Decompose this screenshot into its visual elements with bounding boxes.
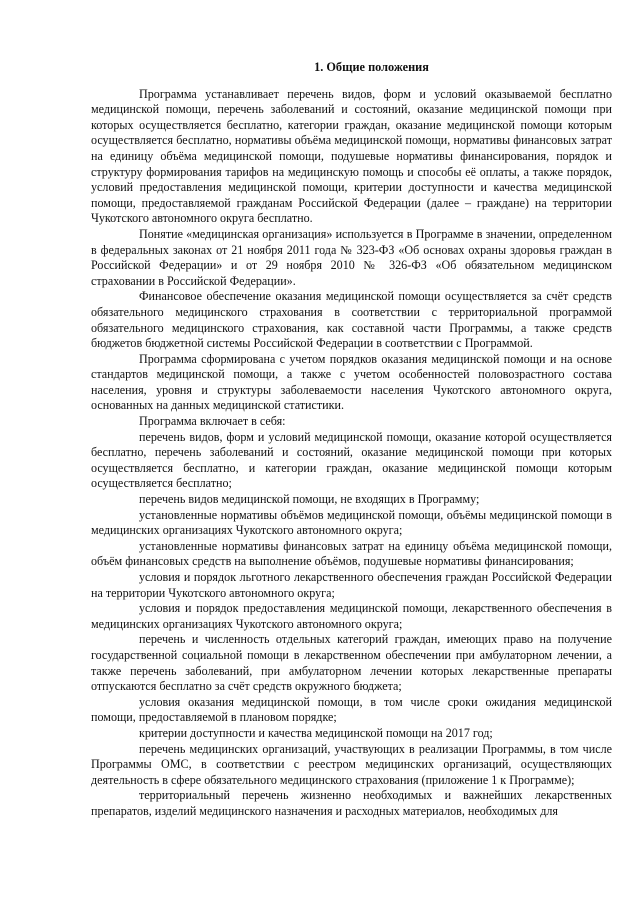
document-body [91, 87, 612, 820]
body-paragraph: Программа сформирована с учетом порядков оказания медицинской помощи и на основе стандартов медицинской помощи, а также с учетом особенностей половозрастного состава населения, уровня и структуры заболеваемости населения Чукотского автономного округа, основанных на данных медицинской статистики. [91, 351, 612, 413]
body-paragraph: Программа включает в себя: [139, 414, 286, 429]
section-heading: 1. Общие положения [314, 60, 429, 74]
body-paragraph: перечень видов медицинской помощи, не входящих в Программу; [139, 492, 480, 507]
body-paragraph: территориальный перечень жизненно необходимых и важнейших лекарственных препаратов, изделий медицинского назначения и расходных материалов, необходимых для [91, 788, 612, 818]
body-paragraph: установленные нормативы финансовых затрат на единицу объёма медицинской помощи, объём финансовых средств на выполнение объёмов, подушевые нормативы финансирования; [91, 538, 612, 569]
body-paragraph: условия и порядок предоставления медицинской помощи, лекарственного обеспечения в медицинских организациях Чукотского автономного округа; [91, 601, 612, 631]
body-paragraph: установленные нормативы объёмов медицинской помощи, объёмы медицинской помощи в медицинских организациях Чукотского автономного округа; [91, 507, 612, 538]
body-paragraph: критерии доступности и качества медицинской помощи на 2017 год; [139, 725, 493, 740]
body-paragraph: условия оказания медицинской помощи, в том числе сроки ожидания медицинской помощи, предоставляемой в плановом порядке; [91, 694, 612, 725]
body-paragraph: перечень и численность отдельных категорий граждан, имеющих право на получение государственной социальной помощи в лекарственном обеспечении при амбулаторном лечении, а также перечень заболеваний, при амбулаторном лечении которых лекарственные препараты отпускаются бесплатно за счёт средств окружного бюджета; [91, 632, 612, 694]
body-paragraph: Понятие «медицинская организация» используется в Программе в значении, определенном в федеральных законах от 21 ноября 2011 года № 323-ФЗ «Об основах охраны здоровья граждан в Российской Федерации» и от 29 ноября 2010 № 326-ФЗ «Об обязательном медицинском страховании в Российской Федерации». [91, 226, 612, 288]
body-paragraph: Финансовое обеспечение оказания медицинской помощи осуществляется за счёт средств обязательного медицинского страхования в соответствии с территориальной программой обязательного медицинского страхования, как составной части Программы, а также средств бюджетов бюджетной системы Российской Федерации в соответствии с Программой. [91, 289, 612, 351]
body-paragraph: перечень медицинских организаций, участвующих в реализации Программы, в том числе Программы ОМС, в соответствии с реестром медицинских организаций, осуществляющих деятельность в сфере обязательного медицинского страхования (приложение 1 к Программе); [91, 741, 612, 787]
body-paragraph: Программа устанавливает перечень видов, форм и условий оказываемой бесплатно медицинской помощи, перечень заболеваний и состояний, оказание медицинской помощи при которых осуществляется бесплатно, категории граждан, оказание медицинской помощи которым осуществляется бесплатно, нормативы объёма медицинской помощи, нормативы финансовых затрат на единицу объёма медицинской помощи, подушевые нормативы финансирования, порядок и структуру формирования тарифов на медицинскую помощь и способы её оплаты, а также порядок, условий предоставления медицинской помощи, критерии доступности и качества медицинской помощи, предоставляемой гражданам Российской Федерации (далее – граждане) на территории Чукотского автономного округа бесплатно. [91, 86, 612, 226]
body-paragraph: перечень видов, форм и условий медицинской помощи, оказание которой осуществляется бесплатно, перечень заболеваний и состояний, оказание медицинской помощи при которых осуществляется бесплатно, и категории граждан, оказание медицинской помощи которым осуществляется бесплатно; [91, 429, 612, 491]
body-paragraph: условия и порядок льготного лекарственного обеспечения граждан Российской Федерации на территории Чукотского автономного округа; [91, 570, 612, 600]
